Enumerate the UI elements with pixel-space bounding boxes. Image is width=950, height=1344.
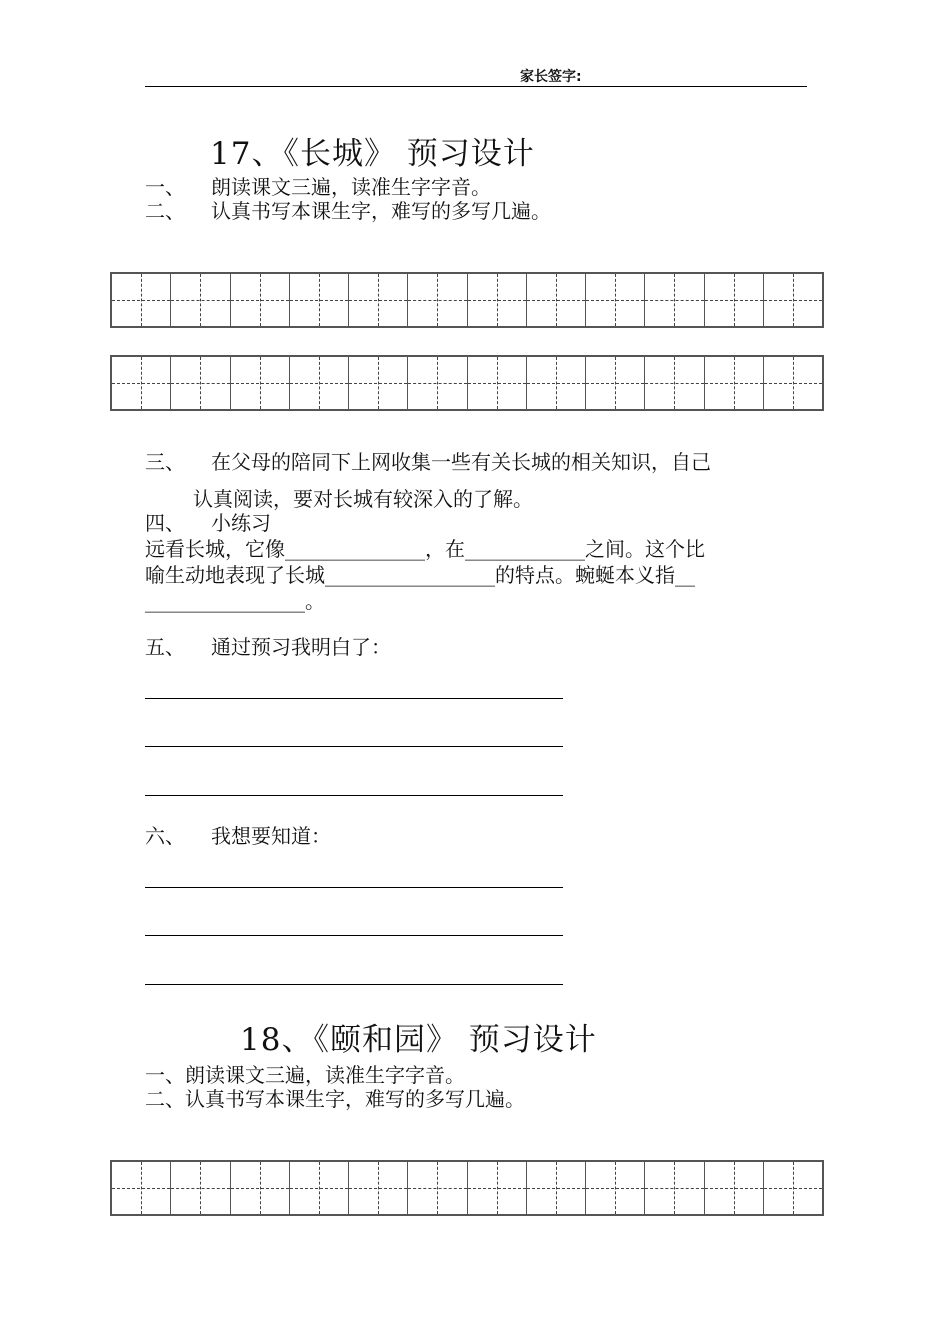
grid-cell[interactable] [705,357,764,409]
item-text: 通过预习我明白了： [211,635,391,659]
lesson-17-item-1 [145,175,491,199]
answer-line[interactable] [145,698,563,699]
writing-grid-row-2[interactable] [110,355,824,411]
grid-cell[interactable] [645,1162,704,1214]
grid-cell[interactable] [290,357,349,409]
grid-cell[interactable] [468,357,527,409]
item-text: 我想要知道： [211,824,331,848]
writing-grid-row-1[interactable] [110,272,824,328]
parent-signature-label: 家长签字: [520,69,582,85]
grid-cell[interactable] [586,274,645,326]
grid-cell[interactable] [112,357,171,409]
lesson-17-item-2 [145,199,551,223]
answer-line[interactable] [145,795,563,796]
answer-line[interactable] [145,746,563,747]
exercise-line-3[interactable]: ________________。 [145,589,325,613]
grid-cell[interactable] [408,1162,467,1214]
lesson-17-title: 17、《长城》 预习设计 [210,136,535,172]
item-number: 四、 [145,511,185,535]
answer-line[interactable] [145,935,563,936]
lesson-17-item-3 [145,450,711,474]
item-number: 二、 [145,199,185,223]
grid-cell[interactable] [349,1162,408,1214]
lesson-18-item-1: 一、朗读课文三遍，读准生字字音。 [145,1063,465,1087]
item-number: 六、 [145,824,185,848]
item-text: 朗读课文三遍，读准生字字音。 [211,175,491,199]
item-text: 在父母的陪同下上网收集一些有关长城的相关知识，自己 [211,450,711,474]
grid-cell[interactable] [764,274,822,326]
grid-cell[interactable] [231,357,290,409]
grid-cell[interactable] [764,1162,822,1214]
lesson-17-item-3-continued: 认真阅读，要对长城有较深入的了解。 [193,487,533,511]
item-number: 五、 [145,635,185,659]
grid-cell[interactable] [705,274,764,326]
grid-cell[interactable] [290,1162,349,1214]
item-number: 一、 [145,175,185,199]
grid-cell[interactable] [468,274,527,326]
grid-cell[interactable] [408,274,467,326]
exercise-line-1[interactable]: 远看长城，它像______________，在____________之间。这个比 [145,537,705,561]
grid-cell[interactable] [349,357,408,409]
grid-cell[interactable] [468,1162,527,1214]
grid-cell[interactable] [645,274,704,326]
grid-cell[interactable] [171,274,230,326]
writing-grid-row-3[interactable] [110,1160,824,1216]
lesson-18-item-2: 二、认真书写本课生字，难写的多写几遍。 [145,1087,525,1111]
grid-cell[interactable] [408,357,467,409]
header-rule [145,86,807,87]
answer-line[interactable] [145,984,563,985]
grid-cell[interactable] [171,1162,230,1214]
grid-cell[interactable] [527,1162,586,1214]
grid-cell[interactable] [527,274,586,326]
grid-cell[interactable] [705,1162,764,1214]
grid-cell[interactable] [171,357,230,409]
lesson-18-title: 18、《颐和园》 预习设计 [240,1022,597,1058]
grid-cell[interactable] [349,274,408,326]
grid-cell[interactable] [527,357,586,409]
lesson-17-item-6 [145,824,331,848]
item-text: 认真书写本课生字，难写的多写几遍。 [211,199,551,223]
answer-line[interactable] [145,887,563,888]
item-number: 三、 [145,450,185,474]
lesson-17-item-4 [145,511,271,535]
grid-cell[interactable] [112,1162,171,1214]
lesson-17-item-5 [145,635,391,659]
grid-cell[interactable] [645,357,704,409]
grid-cell[interactable] [290,274,349,326]
grid-cell[interactable] [586,1162,645,1214]
grid-cell[interactable] [764,357,822,409]
grid-cell[interactable] [586,357,645,409]
grid-cell[interactable] [112,274,171,326]
exercise-line-2[interactable]: 喻生动地表现了长城_________________的特点。蜿蜒本义指__ [145,563,695,587]
grid-cell[interactable] [231,274,290,326]
item-text: 小练习 [211,511,271,535]
grid-cell[interactable] [231,1162,290,1214]
